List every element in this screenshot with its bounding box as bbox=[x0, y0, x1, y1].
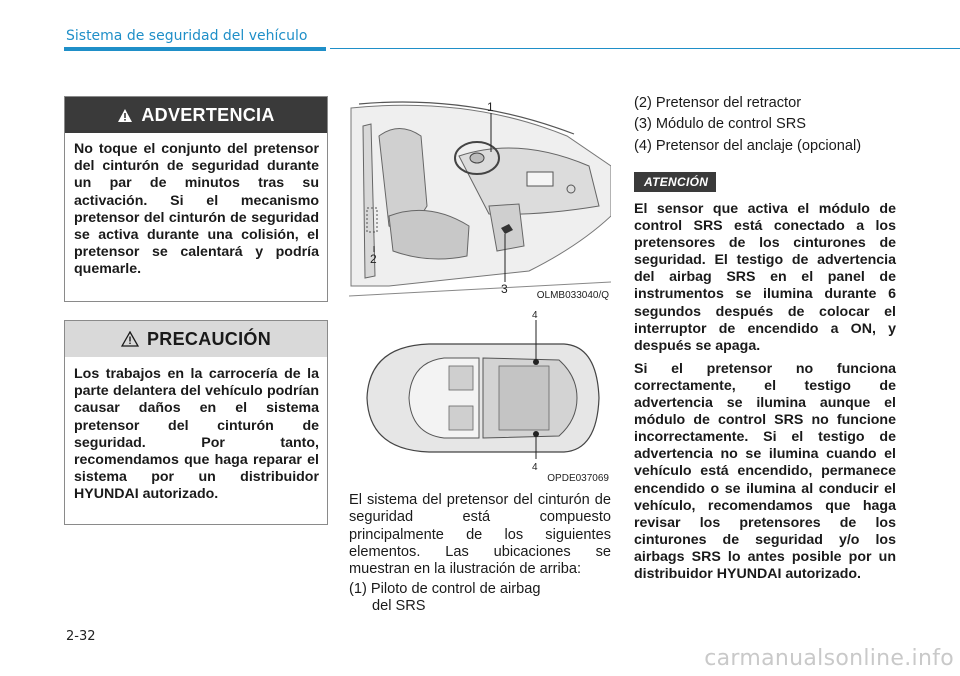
atencion-label: ATENCIÓN bbox=[634, 172, 716, 192]
pretensioner-intro: El sistema del pretensor del cinturón de seguridad está compuesto principalmente de los siguientes elementos. Las ubicaciones se muestran en la ilustración de arriba: bbox=[349, 492, 611, 578]
item-1-line-1: (1) Piloto de control de airbag bbox=[349, 581, 541, 597]
caution-box bbox=[64, 320, 328, 525]
atencion-paragraph-1: El sensor que activa el módulo de control SRS está conectado a los pretensores de los cinturones de seguridad. El testigo de advertencia del airbag SRS en el panel de instrumentos se ilumina durante 6 segundos después de colocar el interruptor de encendido a ON, y después se apaga. bbox=[634, 201, 896, 354]
header-rule bbox=[330, 48, 960, 49]
page-number: 2-32 bbox=[66, 629, 96, 644]
figure-bottom-code: OPDE037069 bbox=[547, 473, 609, 484]
atencion-paragraph-2: Si el pretensor no funciona correctamente, el testigo de advertencia se ilumina aunque el módulo de control SRS no funcione incorrectamente. Si el testigo de advertencia no se ilumina cuando el vehículo está encendido, permanece encendido o se ilumina al conducir el vehículo, recomendamos que haga revisar los pretensores de los cinturones de seguridad y/o los airbags SRS lo antes posible por un distribuidor HYUNDAI autorizado. bbox=[634, 360, 896, 582]
figure-top-code: OLMB033040/Q bbox=[536, 290, 609, 301]
callout-2: 2 bbox=[370, 252, 377, 266]
car-interior-drawing bbox=[349, 96, 611, 302]
section-title: Sistema de seguridad del vehículo bbox=[66, 28, 308, 44]
warning-box-header bbox=[65, 97, 327, 133]
watermark: carmanualsonline.info bbox=[704, 646, 954, 671]
component-list bbox=[634, 95, 914, 155]
item-3: (3) Módulo de control SRS bbox=[634, 116, 806, 133]
caution-box-header bbox=[65, 321, 327, 357]
caution-box-text: Los trabajos en la carrocería de la parte delantera del vehículo podrían causar daños en el sistema pretensor del cinturón de seguridad. Por tanto, recomendamos que haga reparar el sistema por un distribuidor HYUNDAI autorizado. bbox=[74, 366, 319, 503]
callout-3: 3 bbox=[501, 282, 508, 296]
topview-illustration bbox=[349, 306, 611, 486]
item-2: (2) Pretensor del retractor bbox=[634, 95, 802, 111]
callout-1: 1 bbox=[487, 100, 494, 114]
callout-4-top: 4 bbox=[532, 310, 538, 321]
item-1-line-2: del SRS bbox=[372, 598, 426, 615]
header-accent-bar bbox=[64, 47, 326, 51]
warning-box bbox=[64, 96, 328, 302]
item-1 bbox=[349, 581, 611, 616]
item-4: (4) Pretensor del anclaje (opcional) bbox=[634, 137, 862, 154]
warning-box-text: No toque el conjunto del pretensor del cinturón de seguridad durante un par de minutos tras su activación. Si el mecanismo pretensor del cinturón de seguridad se activa durante una colisión, el pretensor se calentará y podría quemarle. bbox=[74, 141, 319, 278]
caution-triangle-icon bbox=[121, 331, 139, 347]
caution-box-title: PRECAUCIÓN bbox=[146, 328, 271, 349]
car-topview-drawing bbox=[349, 306, 611, 486]
warning-box-title: ADVERTENCIA bbox=[141, 104, 275, 125]
callout-4-bottom: 4 bbox=[532, 462, 538, 473]
interior-illustration bbox=[349, 96, 611, 302]
atencion-text bbox=[634, 201, 896, 589]
warning-triangle-icon bbox=[117, 108, 133, 123]
